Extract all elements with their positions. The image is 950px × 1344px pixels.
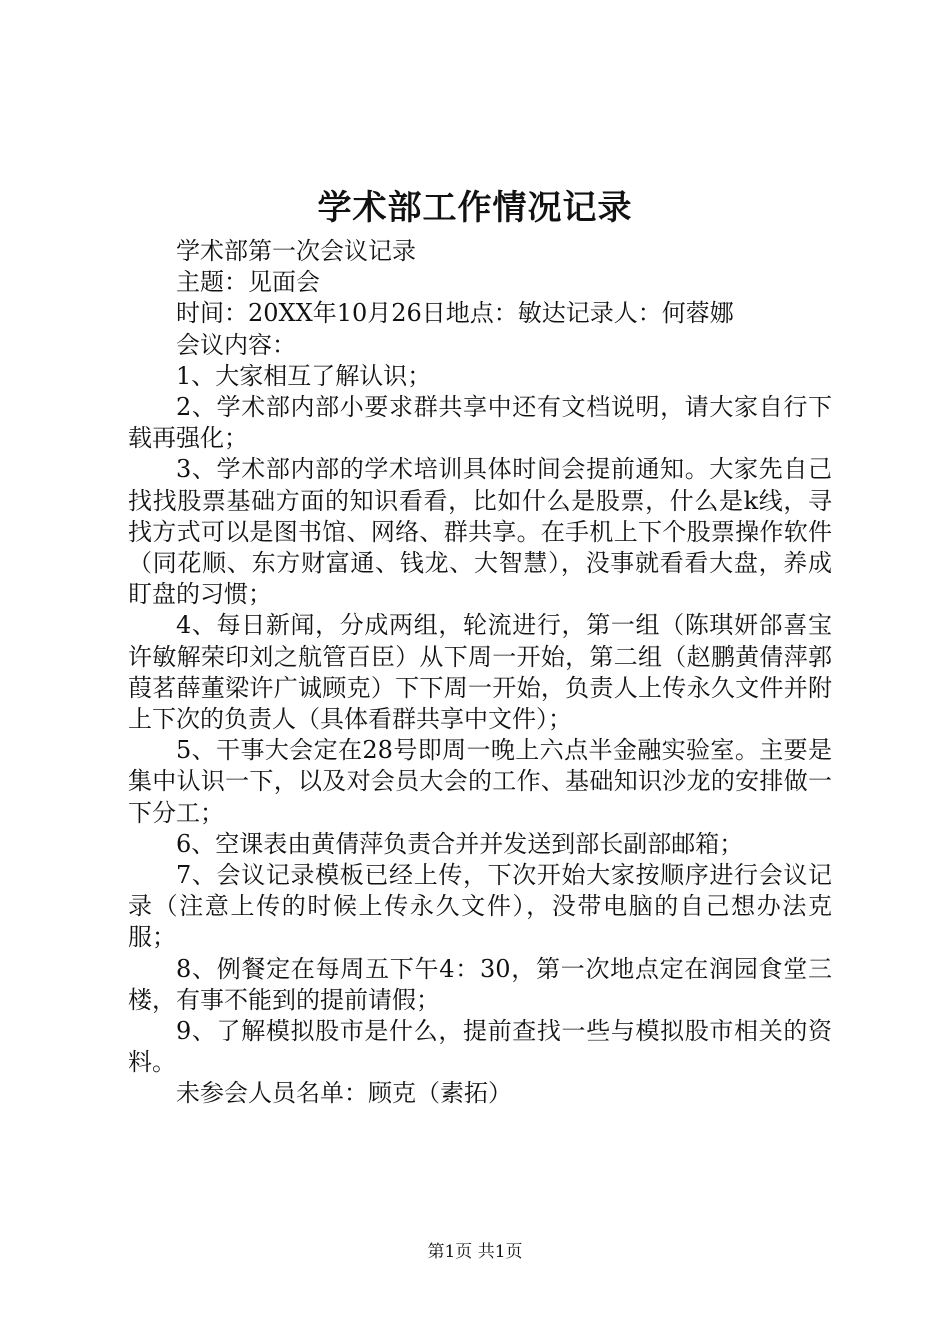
paragraph-content-label: 会议内容： [176,330,296,359]
paragraph-item-5: 5、干事大会定在28号即周一晚上六点半金融实验室。主要是集中认识一下，以及对会员大会的工作、基础知识沙龙的安排做一下分工； [128,736,832,827]
paragraph-item-6: 6、空课表由黄倩萍负责合并并发送到部长副部邮箱； [176,829,744,858]
paragraph-time-place-recorder: 时间：20XX年10月26日地点：敏达记录人：何蓉娜 [176,299,734,328]
paragraph-topic: 主题：见面会 [176,268,320,297]
paragraph-absent-list: 未参会人员名单：顾克（素拓） [176,1079,512,1108]
page-footer: 第1页 共1页 [427,1242,523,1262]
paragraph-item-1: 1、大家相互了解认识； [176,361,432,390]
paragraph-item-8: 8、例餐定在每周五下午4：30，第一次地点定在润园食堂三楼，有事不能到的提前请假； [128,954,832,1014]
paragraph-item-4: 4、每日新闻，分成两组，轮流进行，第一组（陈琪妍郃喜宝许敏解荣印刘之航管百臣）从下周一开始，第二组（赵鹏黄倩萍郭葭茗薛董梁许广诚顾克）下下周一开始，负责人上传永久文件并附上下次的负责人（具体看群共享中文件）； [128,611,832,734]
paragraph-item-7: 7、会议记录模板已经上传，下次开始大家按顺序进行会议记录（注意上传的时候上传永久文件），没带电脑的自己想办法克服； [128,861,832,952]
document-title: 学术部工作情况记录 [317,188,633,228]
paragraph-item-2: 2、学术部内部小要求群共享中还有文档说明，请大家自行下载再强化； [128,393,832,453]
paragraph-item-9: 9、了解模拟股市是什么，提前查找一些与模拟股市相关的资料。 [128,1017,832,1077]
paragraph-meeting-heading: 学术部第一次会议记录 [176,237,416,265]
paragraph-item-3: 3、学术部内部的学术培训具体时间会提前通知。大家先自己找找股票基础方面的知识看看，比如什么是股票，什么是k线，寻找方式可以是图书馆、网络、群共享。在手机上下个股票操作软件（同花顺、东方财富通、钱龙、大智慧），没事就看看大盘，养成盯盘的习惯； [128,455,832,609]
document-body [128,236,832,1110]
